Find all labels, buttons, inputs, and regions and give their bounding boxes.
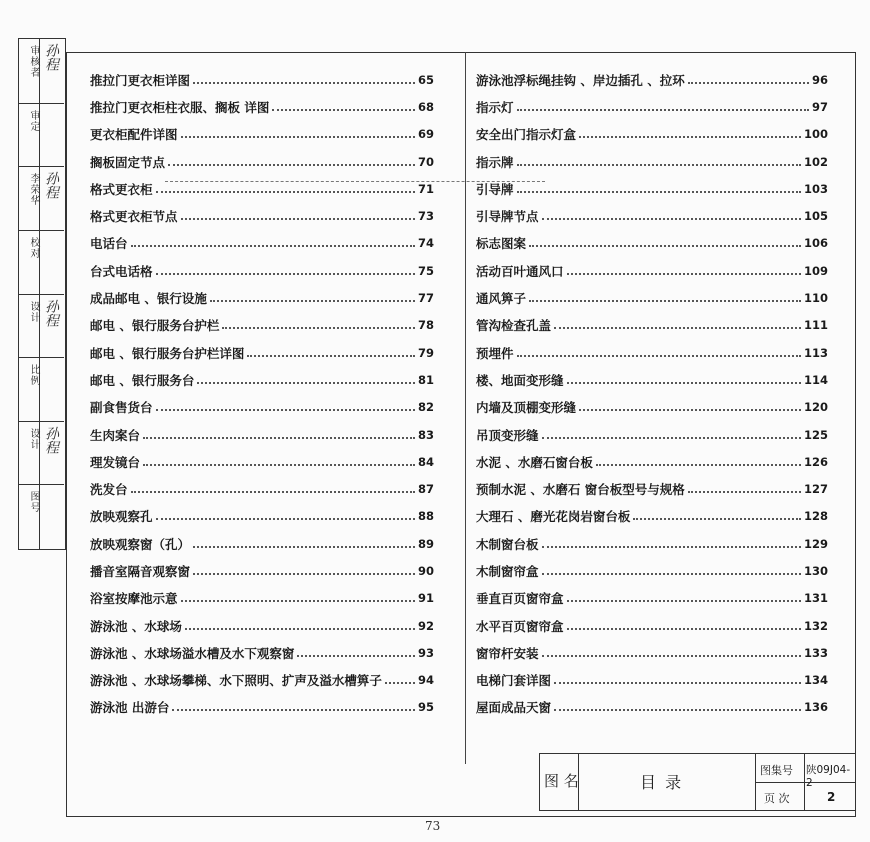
leader-dots	[185, 628, 415, 630]
toc-entry	[90, 394, 434, 421]
leader-dots	[193, 82, 415, 84]
toc-entry-title: 通风箅子	[476, 291, 527, 307]
toc-entry-page: 103	[803, 181, 828, 196]
handwritten-signature: 孙程	[43, 171, 59, 200]
toc-entry-page: 79	[417, 345, 434, 360]
toc-entry-page: 94	[417, 673, 434, 688]
toc-entry-page: 113	[803, 345, 828, 360]
toc-entry-title: 电话台	[90, 236, 128, 252]
toc-entry-title: 标志图案	[476, 236, 527, 252]
toc-entry-title: 浴室按摩池示意	[90, 591, 178, 607]
toc-entry-title: 管沟检查孔盖	[476, 318, 552, 334]
toc-entry	[476, 339, 828, 366]
toc-entry-title: 邮电 、银行服务台	[90, 372, 195, 388]
toc-entry	[90, 175, 434, 202]
toc-entry	[476, 585, 828, 612]
handwritten-signature: 孙程	[43, 425, 59, 454]
leader-dots	[579, 409, 801, 411]
cell-divider	[39, 422, 40, 486]
atlas-number-label: 图集号	[760, 764, 793, 777]
toc-entry	[476, 503, 828, 530]
toc-entry-page: 109	[803, 263, 828, 278]
leader-dots	[297, 655, 415, 657]
leader-dots	[517, 109, 809, 111]
toc-entry-title: 副食售货台	[90, 400, 153, 416]
toc-entry-page: 100	[803, 127, 828, 142]
cell-divider	[39, 231, 40, 295]
toc-entry-title: 放映观察孔	[90, 509, 153, 525]
toc-entry-page: 136	[803, 700, 828, 715]
toc-entry-page: 70	[417, 154, 434, 169]
toc-entry	[476, 612, 828, 639]
toc-entry	[90, 475, 434, 502]
leader-dots	[143, 464, 415, 466]
toc-entry	[90, 284, 434, 311]
leader-dots	[633, 518, 801, 520]
leader-dots	[579, 136, 801, 138]
approval-strip	[18, 38, 66, 550]
leader-dots	[517, 164, 801, 166]
toc-entry-page: 110	[803, 291, 828, 306]
leader-dots	[181, 600, 415, 602]
leader-dots	[181, 218, 415, 220]
leader-dots	[567, 600, 801, 602]
toc-entry-page: 81	[417, 372, 434, 387]
leader-dots	[193, 573, 415, 575]
leader-dots	[193, 546, 415, 548]
toc-left-column	[90, 66, 434, 721]
toc-entry-title: 引导牌节点	[476, 209, 539, 225]
approval-cell	[19, 103, 64, 168]
toc-entry	[90, 694, 434, 721]
toc-entry-title: 理发镜台	[90, 454, 141, 470]
toc-entry-title: 预制水泥 、水磨石 窗台板型号与规格	[476, 482, 685, 498]
toc-entry-page: 75	[417, 263, 434, 278]
toc-entry-title: 游泳池 、水球场攀梯、水下照明、扩声及溢水槽箅子	[90, 673, 382, 689]
toc-entry-title: 更衣柜配件详图	[90, 127, 178, 143]
toc-entry	[90, 421, 434, 448]
toc-entry-title: 游泳池 、水球场	[90, 618, 182, 634]
toc-entry	[90, 230, 434, 257]
leader-dots	[688, 82, 809, 84]
toc-entry	[90, 639, 434, 666]
cell-divider	[39, 39, 40, 103]
toc-entry	[90, 148, 434, 175]
toc-entry	[476, 202, 828, 229]
toc-entry-page: 130	[803, 563, 828, 578]
toc-entry-title: 推拉门更衣柜柱衣服、搁板 详图	[90, 99, 270, 115]
toc-entry	[476, 694, 828, 721]
toc-entry-page: 96	[811, 72, 828, 87]
toc-entry-title: 屋面成品天窗	[476, 700, 552, 716]
approval-cell	[19, 421, 64, 486]
page-number: 73	[425, 819, 441, 833]
handwritten-signature: 孙程	[43, 298, 59, 327]
toc-entry-title: 活动百叶通风口	[476, 263, 564, 279]
approval-cell	[19, 166, 64, 231]
toc-entry	[476, 284, 828, 311]
toc-entry-page: 111	[803, 318, 828, 333]
toc-entry-page: 114	[803, 372, 828, 387]
toc-entry	[476, 66, 828, 93]
approval-role-label: 李荣华	[28, 173, 39, 207]
toc-entry-page: 131	[803, 591, 828, 606]
toc-entry-page: 69	[417, 127, 434, 142]
toc-entry-page: 87	[417, 482, 434, 497]
toc-entry	[90, 612, 434, 639]
toc-entry-title: 大理石 、磨光花岗岩窗台板	[476, 509, 631, 525]
approval-cell	[19, 484, 64, 549]
toc-entry-title: 成品邮电 、银行设施	[90, 291, 207, 307]
toc-entry-title: 游泳池 、水球场溢水槽及水下观察窗	[90, 645, 295, 661]
toc-entry-title: 台式电话格	[90, 263, 153, 279]
leader-dots	[529, 300, 801, 302]
toc-entry-title: 邮电 、银行服务台护栏详图	[90, 345, 245, 361]
toc-entry-title: 安全出门指示灯盒	[476, 127, 577, 143]
leader-dots	[688, 491, 801, 493]
approval-role-label: 设计	[28, 300, 39, 323]
toc-entry-title: 指示牌	[476, 154, 514, 170]
leader-dots	[385, 682, 415, 684]
toc-entry-title: 楼、地面变形缝	[476, 372, 564, 388]
toc-entry-page: 84	[417, 454, 434, 469]
toc-entry-page: 132	[803, 618, 828, 633]
leader-dots	[222, 327, 415, 329]
leader-dots	[542, 437, 801, 439]
toc-entry	[476, 366, 828, 393]
leader-dots	[131, 245, 415, 247]
approval-role-label: 审定	[28, 109, 39, 132]
toc-entry	[476, 257, 828, 284]
toc-entry-title: 洗发台	[90, 482, 128, 498]
toc-entry	[476, 639, 828, 666]
toc-entry-page: 92	[417, 618, 434, 633]
toc-entry-title: 搁板固定节点	[90, 154, 166, 170]
cell-divider	[39, 358, 40, 422]
toc-entry-title: 水泥 、水磨石窗台板	[476, 454, 593, 470]
toc-entry-title: 预埋件	[476, 345, 514, 361]
toc-entry-page: 106	[803, 236, 828, 251]
leader-dots	[168, 164, 415, 166]
toc-entry	[90, 339, 434, 366]
toc-entry	[476, 421, 828, 448]
toc-entry-page: 77	[417, 291, 434, 306]
toc-entry-page: 83	[417, 427, 434, 442]
toc-entry-page: 105	[803, 209, 828, 224]
cell-divider	[39, 104, 40, 168]
toc-entry	[90, 66, 434, 93]
page-order-label: 页 次	[764, 792, 790, 805]
leader-dots	[517, 355, 801, 357]
toc-entry-title: 水平百页窗帘盒	[476, 618, 564, 634]
approval-role-label: 比例	[28, 364, 39, 387]
toc-entry-page: 73	[417, 209, 434, 224]
toc-entry	[476, 93, 828, 120]
cell-divider	[39, 295, 40, 359]
toc-entry-title: 游泳池 出游台	[90, 700, 170, 716]
toc-entry-title: 格式更衣柜节点	[90, 209, 178, 225]
toc-entry	[476, 557, 828, 584]
toc-entry-title: 引导牌	[476, 181, 514, 197]
leader-dots	[567, 273, 801, 275]
approval-role-label: 审核者	[28, 45, 39, 78]
leader-dots	[554, 327, 801, 329]
toc-entry	[90, 257, 434, 284]
toc-entry-page: 120	[803, 400, 828, 415]
toc-entry	[476, 394, 828, 421]
leader-dots	[542, 218, 801, 220]
toc-entry-page: 90	[417, 563, 434, 578]
toc-entry-page: 133	[803, 645, 828, 660]
toc-entry	[476, 475, 828, 502]
leader-dots	[567, 628, 801, 630]
toc-entry-title: 木制窗帘盒	[476, 563, 539, 579]
title-block	[539, 753, 856, 811]
leader-dots	[554, 682, 801, 684]
toc-entry-page: 134	[803, 673, 828, 688]
leader-dots	[517, 191, 801, 193]
toc-entry-title: 邮电 、银行服务台护栏	[90, 318, 220, 334]
leader-dots	[542, 573, 801, 575]
toc-entry-title: 游泳池浮标绳挂钩 、岸边插孔 、拉环	[476, 72, 685, 88]
toc-entry-page: 127	[803, 482, 828, 497]
toc-entry-page: 91	[417, 591, 434, 606]
toc-entry-page: 89	[417, 536, 434, 551]
toc-entry	[476, 448, 828, 475]
toc-entry-page: 128	[803, 509, 828, 524]
leader-dots	[156, 191, 415, 193]
toc-entry-page: 97	[811, 99, 828, 114]
toc-entry	[476, 121, 828, 148]
toc-entry-page: 125	[803, 427, 828, 442]
toc-entry-title: 格式更衣柜	[90, 181, 153, 197]
leader-dots	[596, 464, 801, 466]
toc-entry	[90, 366, 434, 393]
toc-entry	[90, 93, 434, 120]
toc-entry-page: 71	[417, 181, 434, 196]
approval-cell	[19, 230, 64, 295]
page-order-value: 2	[827, 790, 836, 804]
toc-entry-page: 93	[417, 645, 434, 660]
toc-entry-page: 88	[417, 509, 434, 524]
toc-entry-page: 95	[417, 700, 434, 715]
toc-entry-title: 生肉案台	[90, 427, 141, 443]
toc-entry-page: 82	[417, 400, 434, 415]
leader-dots	[542, 655, 801, 657]
leader-dots	[554, 709, 801, 711]
leader-dots	[156, 409, 415, 411]
approval-role-label: 校对	[28, 236, 39, 259]
figure-title: 目 录	[640, 773, 684, 792]
toc-entry-title: 播音室隔音观察窗	[90, 563, 191, 579]
leader-dots	[197, 382, 415, 384]
toc-entry-page: 126	[803, 454, 828, 469]
approval-cell	[19, 39, 64, 103]
toc-entry-page: 102	[803, 154, 828, 169]
leader-dots	[143, 437, 415, 439]
toc-entry-title: 木制窗台板	[476, 536, 539, 552]
leader-dots	[156, 273, 415, 275]
toc-entry	[90, 667, 434, 694]
approval-role-label: 设计	[28, 427, 39, 450]
toc-entry	[90, 312, 434, 339]
toc-entry-title: 放映观察窗（孔）	[90, 536, 191, 552]
toc-entry	[476, 175, 828, 202]
toc-entry-title: 窗帘杆安装	[476, 645, 539, 661]
leader-dots	[529, 245, 801, 247]
approval-cell	[19, 294, 64, 359]
leader-dots	[210, 300, 415, 302]
toc-entry	[476, 312, 828, 339]
toc-entry-page: 68	[417, 99, 434, 114]
leader-dots	[542, 546, 801, 548]
toc-entry	[90, 202, 434, 229]
toc-entry	[90, 448, 434, 475]
toc-entry	[90, 557, 434, 584]
leader-dots	[247, 355, 415, 357]
cell-divider	[39, 167, 40, 231]
toc-entry	[90, 530, 434, 557]
leader-dots	[172, 709, 415, 711]
toc-entry-page: 65	[417, 72, 434, 87]
toc-entry	[476, 667, 828, 694]
toc-right-column	[476, 66, 828, 721]
handwritten-signature: 孙程	[43, 43, 59, 71]
approval-cell	[19, 357, 64, 422]
toc-entry-title: 垂直百页窗帘盒	[476, 591, 564, 607]
leader-dots	[131, 491, 415, 493]
approval-role-label: 图号	[28, 491, 39, 514]
toc-entry	[90, 585, 434, 612]
cell-divider	[39, 485, 40, 549]
figure-name-label: 图 名	[544, 772, 579, 790]
toc-entry-title: 电梯门套详图	[476, 673, 552, 689]
toc-entry-title: 内墙及顶棚变形缝	[476, 400, 577, 416]
toc-entry-title: 推拉门更衣柜详图	[90, 72, 191, 88]
toc-entry	[476, 530, 828, 557]
toc-entry	[90, 121, 434, 148]
toc-entry-title: 吊顶变形缝	[476, 427, 539, 443]
toc-entry	[476, 148, 828, 175]
toc-entry-title: 指示灯	[476, 99, 514, 115]
leader-dots	[181, 136, 415, 138]
toc-entry-page: 129	[803, 536, 828, 551]
leader-dots	[567, 382, 801, 384]
toc-entry	[90, 503, 434, 530]
toc-entry-page: 74	[417, 236, 434, 251]
toc-entry	[476, 230, 828, 257]
leader-dots	[156, 518, 415, 520]
column-divider	[465, 52, 466, 764]
toc-entry-page: 78	[417, 318, 434, 333]
atlas-number-value: 陕09J04-2	[806, 764, 851, 789]
leader-dots	[272, 109, 415, 111]
